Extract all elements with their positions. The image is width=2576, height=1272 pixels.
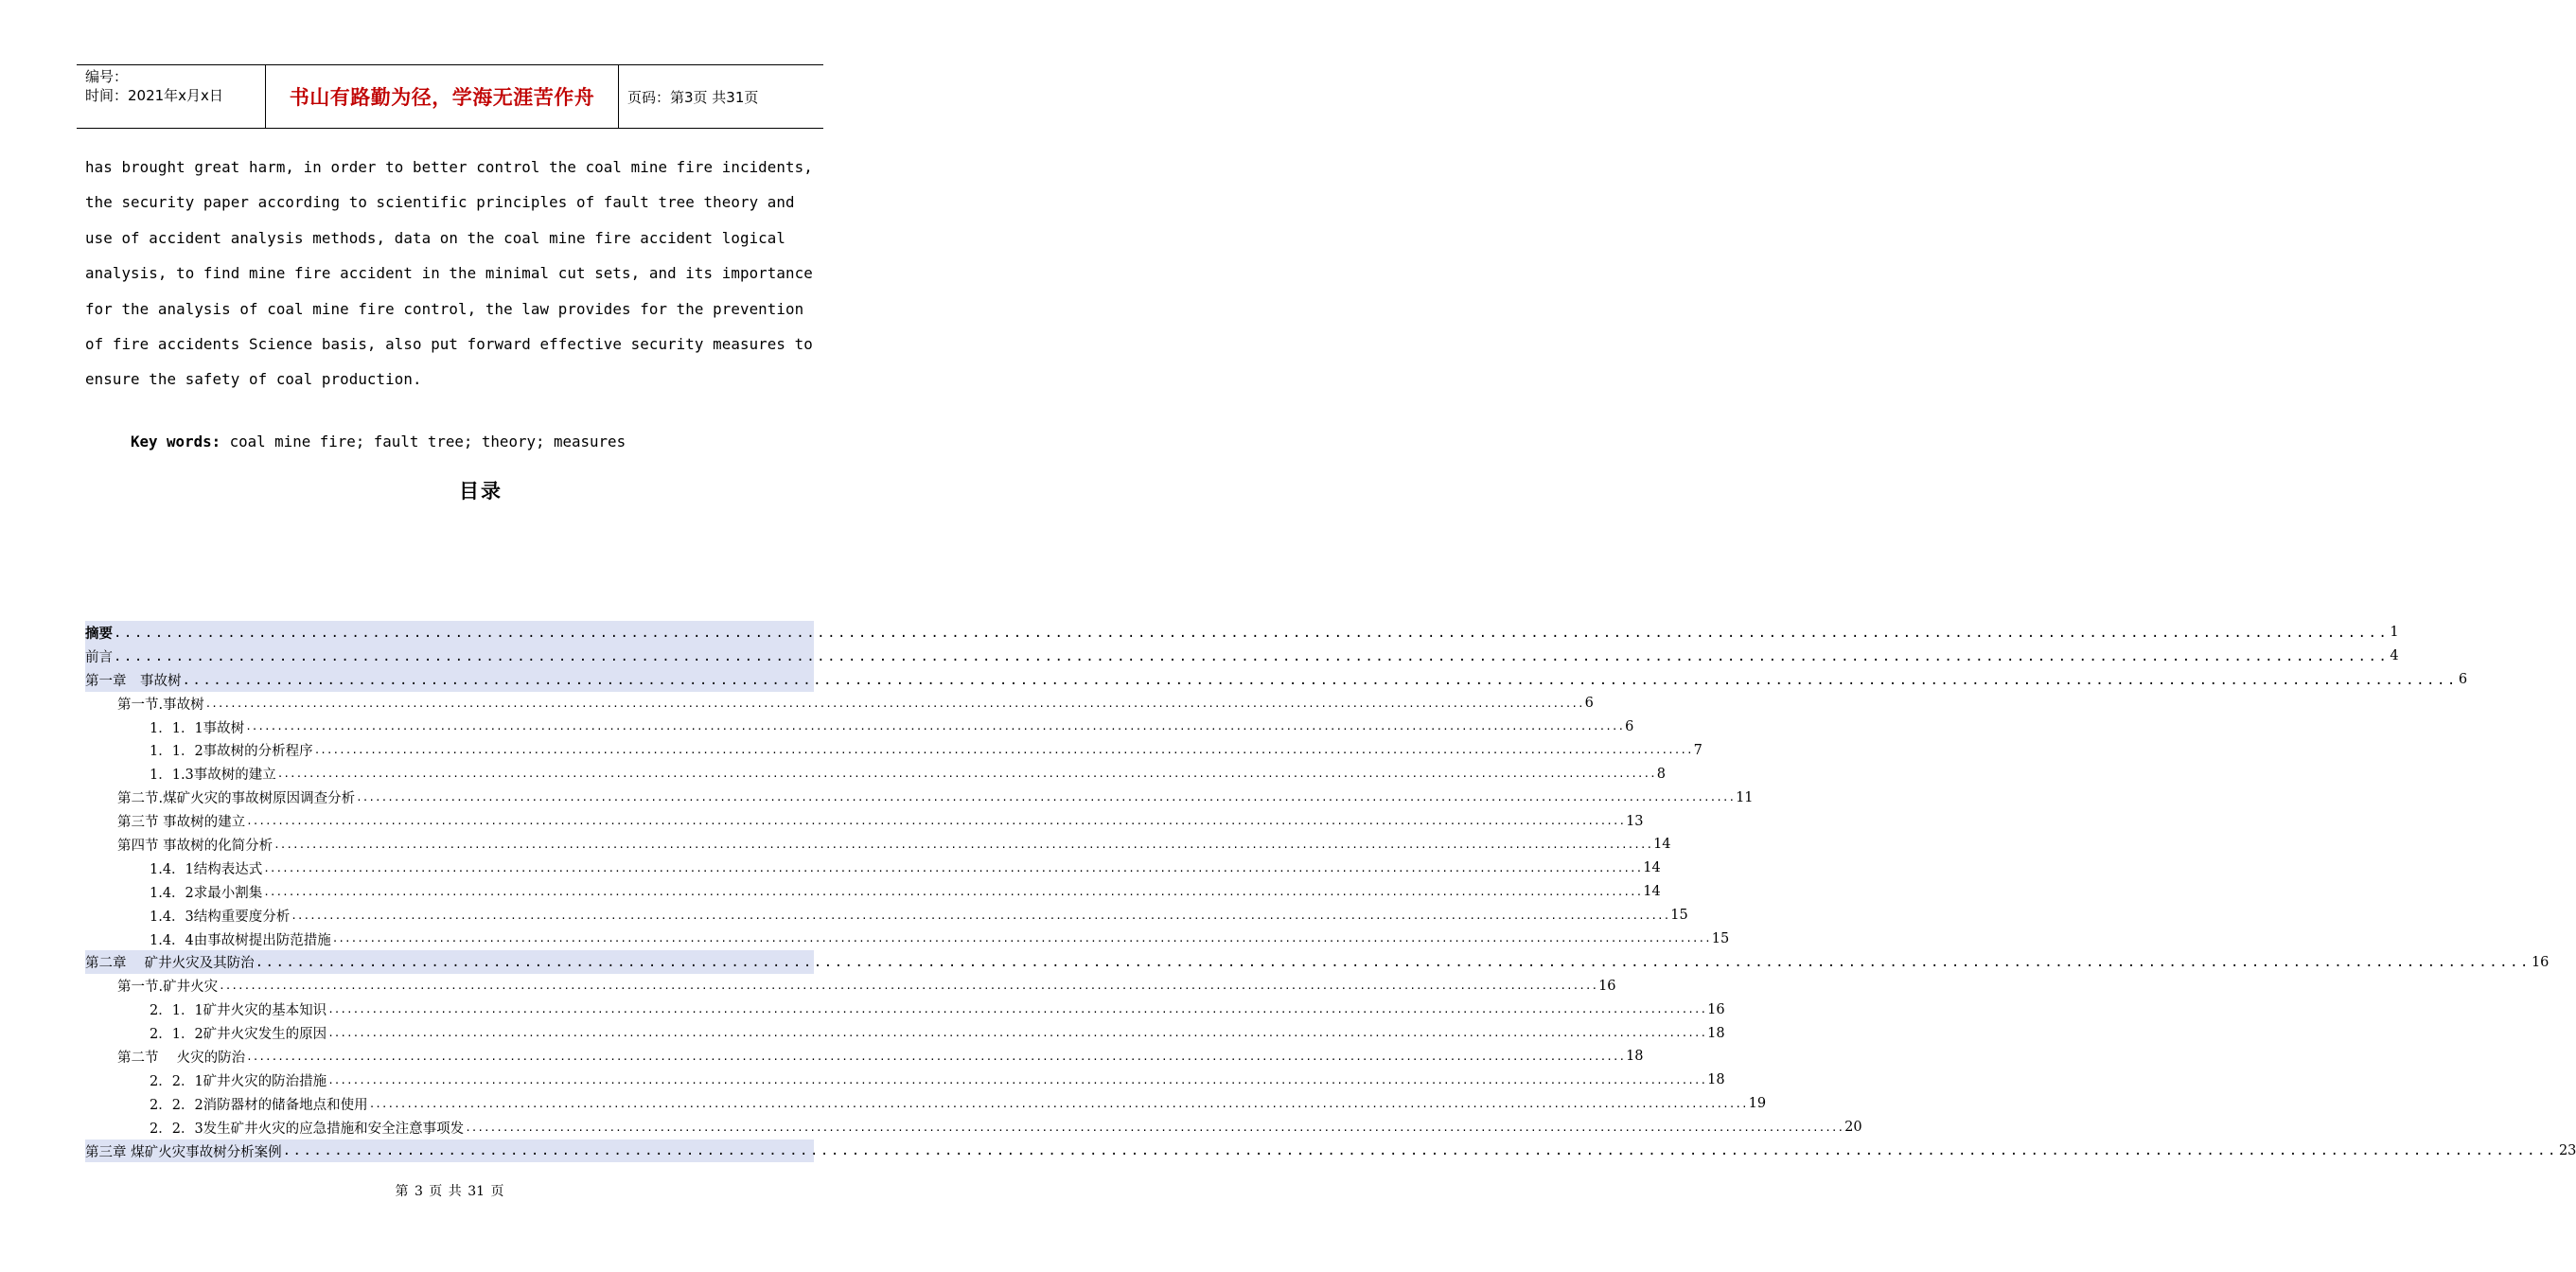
toc-dot-leader: ............................................................................................................................................................................................................................ bbox=[282, 1143, 2558, 1159]
toc-entry[interactable] bbox=[85, 738, 1703, 762]
toc-dot-leader: ............................................................................................................................................................................................................................ bbox=[204, 697, 1584, 710]
toc-entry-title: 2．2．2消防器材的储备地点和使用 bbox=[150, 1097, 368, 1113]
toc-entry-title: 1.4．4由事故树提出防范措施 bbox=[150, 932, 331, 948]
toc-entry[interactable] bbox=[85, 668, 2468, 692]
toc-entry[interactable] bbox=[85, 809, 1644, 833]
toc-entry[interactable] bbox=[85, 692, 1594, 716]
toc-entry[interactable] bbox=[85, 1140, 2576, 1163]
toc-entry-title: 第一节.事故树 bbox=[117, 697, 204, 713]
header-motto: 书山有路勤为径，学海无涯苦作舟 bbox=[265, 65, 619, 128]
toc-dot-leader: ............................................................................................................................................................................................................................ bbox=[245, 720, 1625, 733]
toc-entry[interactable] bbox=[85, 1116, 1862, 1140]
toc-entry-page: 15 bbox=[1711, 931, 1730, 947]
toc-entry[interactable] bbox=[85, 786, 1754, 809]
toc-entry-page: 7 bbox=[1693, 742, 1703, 758]
toc-dot-leader: ............................................................................................................................................................................................................................ bbox=[255, 955, 2531, 971]
keywords bbox=[131, 433, 626, 450]
toc-entry[interactable] bbox=[85, 645, 2399, 668]
toc-entry-title: 第二节.煤矿火灾的事故树原因调查分析 bbox=[117, 791, 356, 807]
toc-entry[interactable] bbox=[85, 880, 1661, 904]
toc-entry-title: 摘要 bbox=[85, 625, 113, 642]
toc-entry-title: 第三章 煤矿火灾事故树分析案例 bbox=[85, 1144, 282, 1160]
abstract-text bbox=[85, 150, 819, 398]
abstract-line: has brought great harm, in order to better control the coal mine fire incidents, bbox=[85, 158, 813, 176]
toc-entry-title: 第二节 火灾的防治 bbox=[117, 1050, 246, 1066]
toc-dot-leader: ............................................................................................................................................................................................................................ bbox=[246, 1050, 1626, 1063]
document-number-label: 编号： bbox=[85, 68, 129, 85]
toc-entry-page: 6 bbox=[1584, 696, 1594, 712]
toc-entry-title: 前言 bbox=[85, 649, 113, 665]
toc-entry-page: 1 bbox=[2390, 625, 2399, 641]
toc-entry[interactable] bbox=[85, 621, 2399, 645]
toc-entry-page: 11 bbox=[1736, 789, 1754, 805]
toc-entry-page: 6 bbox=[2458, 672, 2468, 688]
page-footer: 第 3 页 共 31 页 bbox=[395, 1184, 504, 1199]
toc-dot-leader: ............................................................................................................................................................................................................................ bbox=[356, 791, 1736, 804]
toc-entry-page: 19 bbox=[1748, 1096, 1767, 1112]
abstract-line: the security paper according to scientific principles of fault tree theory and bbox=[85, 193, 795, 212]
toc-entry-title: 1．1．2事故树的分析程序 bbox=[150, 744, 313, 760]
toc-entry[interactable] bbox=[85, 1069, 1725, 1092]
toc-dot-leader: ............................................................................................................................................................................................................................ bbox=[263, 885, 1643, 898]
toc-entry-title: 第三节 事故树的建立 bbox=[117, 815, 246, 831]
toc-entry-page: 14 bbox=[1643, 860, 1661, 876]
toc-dot-leader: ............................................................................................................................................................................................................................ bbox=[465, 1121, 1844, 1134]
toc-entry[interactable] bbox=[85, 928, 1730, 951]
keywords-label: Key words: bbox=[131, 433, 221, 450]
abstract-line: analysis, to find mine fire accident in the minimal cut sets, and its importance bbox=[85, 264, 813, 283]
table-of-contents bbox=[85, 621, 2576, 1162]
toc-entry[interactable] bbox=[85, 974, 1616, 998]
toc-entry[interactable] bbox=[85, 857, 1661, 880]
toc-entry-page: 15 bbox=[1670, 908, 1688, 924]
toc-entry-page: 4 bbox=[2390, 648, 2399, 664]
toc-entry-title: 第二章 矿井火灾及其防治 bbox=[85, 956, 255, 972]
toc-entry[interactable] bbox=[85, 998, 1725, 1021]
toc-entry-title: 第四节 事故树的化简分析 bbox=[117, 838, 273, 854]
toc-entry-title: 1．1.3事故树的建立 bbox=[150, 768, 276, 784]
toc-dot-leader: ............................................................................................................................................................................................................................ bbox=[276, 768, 1656, 781]
toc-entry[interactable] bbox=[85, 1045, 1644, 1069]
keywords-text: coal mine fire; fault tree; theory; measures bbox=[221, 433, 626, 450]
toc-dot-leader: ............................................................................................................................................................................................................................ bbox=[331, 932, 1711, 945]
toc-entry-page: 16 bbox=[2531, 954, 2550, 970]
toc-dot-leader: ............................................................................................................................................................................................................................ bbox=[246, 815, 1626, 828]
toc-entry[interactable] bbox=[85, 1092, 1767, 1116]
header-page-info: 页码：第3页 共31页 bbox=[627, 88, 759, 106]
toc-entry[interactable] bbox=[85, 762, 1666, 786]
toc-entry-title: 第一节.矿井火灾 bbox=[117, 980, 219, 996]
toc-entry-title: 2．2．3发生矿井火灾的应急措施和安全注意事项发 bbox=[150, 1121, 465, 1137]
toc-dot-leader: ............................................................................................................................................................................................................................ bbox=[182, 672, 2458, 688]
toc-dot-leader: ............................................................................................................................................................................................................................ bbox=[313, 744, 1693, 757]
toc-dot-leader: ............................................................................................................................................................................................................................ bbox=[291, 909, 1670, 922]
toc-entry[interactable] bbox=[85, 1021, 1725, 1045]
toc-entry-title: 1.4．2求最小割集 bbox=[150, 885, 263, 901]
toc-dot-leader: ............................................................................................................................................................................................................................ bbox=[327, 1027, 1707, 1040]
toc-entry-page: 16 bbox=[1707, 1001, 1725, 1017]
toc-entry-title: 1．1．1事故树 bbox=[150, 720, 245, 736]
toc-dot-leader: ............................................................................................................................................................................................................................ bbox=[263, 861, 1643, 874]
document-date: 时间：2021年x月x日 bbox=[85, 87, 223, 104]
toc-title: 目录 bbox=[459, 480, 503, 503]
header-meta bbox=[85, 67, 265, 105]
toc-entry-title: 1.4．3结构重要度分析 bbox=[150, 909, 291, 925]
toc-entry-page: 14 bbox=[1643, 884, 1661, 900]
toc-entry[interactable] bbox=[85, 833, 1671, 857]
toc-entry-page: 20 bbox=[1844, 1120, 1862, 1136]
toc-entry-title: 第一章 事故树 bbox=[85, 673, 182, 689]
toc-dot-leader: ............................................................................................................................................................................................................................ bbox=[219, 980, 1598, 993]
toc-entry[interactable] bbox=[85, 716, 1634, 739]
toc-entry[interactable] bbox=[85, 904, 1688, 928]
toc-entry-page: 18 bbox=[1707, 1072, 1725, 1088]
toc-entry-page: 18 bbox=[1626, 1049, 1644, 1065]
page-header bbox=[77, 64, 823, 129]
toc-entry-title: 2．1．2矿井火灾发生的原因 bbox=[150, 1027, 327, 1043]
toc-entry[interactable] bbox=[85, 950, 2550, 974]
toc-entry-title: 2．1．1矿井火灾的基本知识 bbox=[150, 1003, 327, 1019]
abstract-line: of fire accidents Science basis, also put forward effective security measures to bbox=[85, 334, 813, 353]
toc-entry-page: 8 bbox=[1656, 766, 1666, 782]
toc-dot-leader: ............................................................................................................................................................................................................................ bbox=[327, 1073, 1707, 1086]
toc-entry-page: 6 bbox=[1625, 719, 1634, 734]
toc-dot-leader: ............................................................................................................................................................................................................................ bbox=[273, 838, 1653, 851]
toc-entry-page: 23 bbox=[2558, 1143, 2576, 1159]
toc-dot-leader: ............................................................................................................................................................................................................................ bbox=[114, 625, 2390, 641]
toc-entry-page: 14 bbox=[1653, 837, 1671, 853]
toc-entry-page: 16 bbox=[1598, 978, 1616, 994]
toc-entry-title: 1.4．1结构表达式 bbox=[150, 861, 263, 877]
toc-dot-leader: ............................................................................................................................................................................................................................ bbox=[114, 648, 2390, 664]
toc-dot-leader: ............................................................................................................................................................................................................................ bbox=[327, 1003, 1707, 1016]
abstract-line: use of accident analysis methods, data on the coal mine fire accident logical bbox=[85, 228, 786, 247]
toc-entry-page: 13 bbox=[1626, 813, 1644, 829]
abstract-line: ensure the safety of coal production. bbox=[85, 370, 422, 389]
abstract-line: for the analysis of coal mine fire control, the law provides for the prevention bbox=[85, 299, 804, 318]
toc-entry-title: 2．2．1矿井火灾的防治措施 bbox=[150, 1073, 327, 1089]
toc-entry-page: 18 bbox=[1707, 1025, 1725, 1041]
toc-dot-leader: ............................................................................................................................................................................................................................ bbox=[368, 1097, 1748, 1110]
